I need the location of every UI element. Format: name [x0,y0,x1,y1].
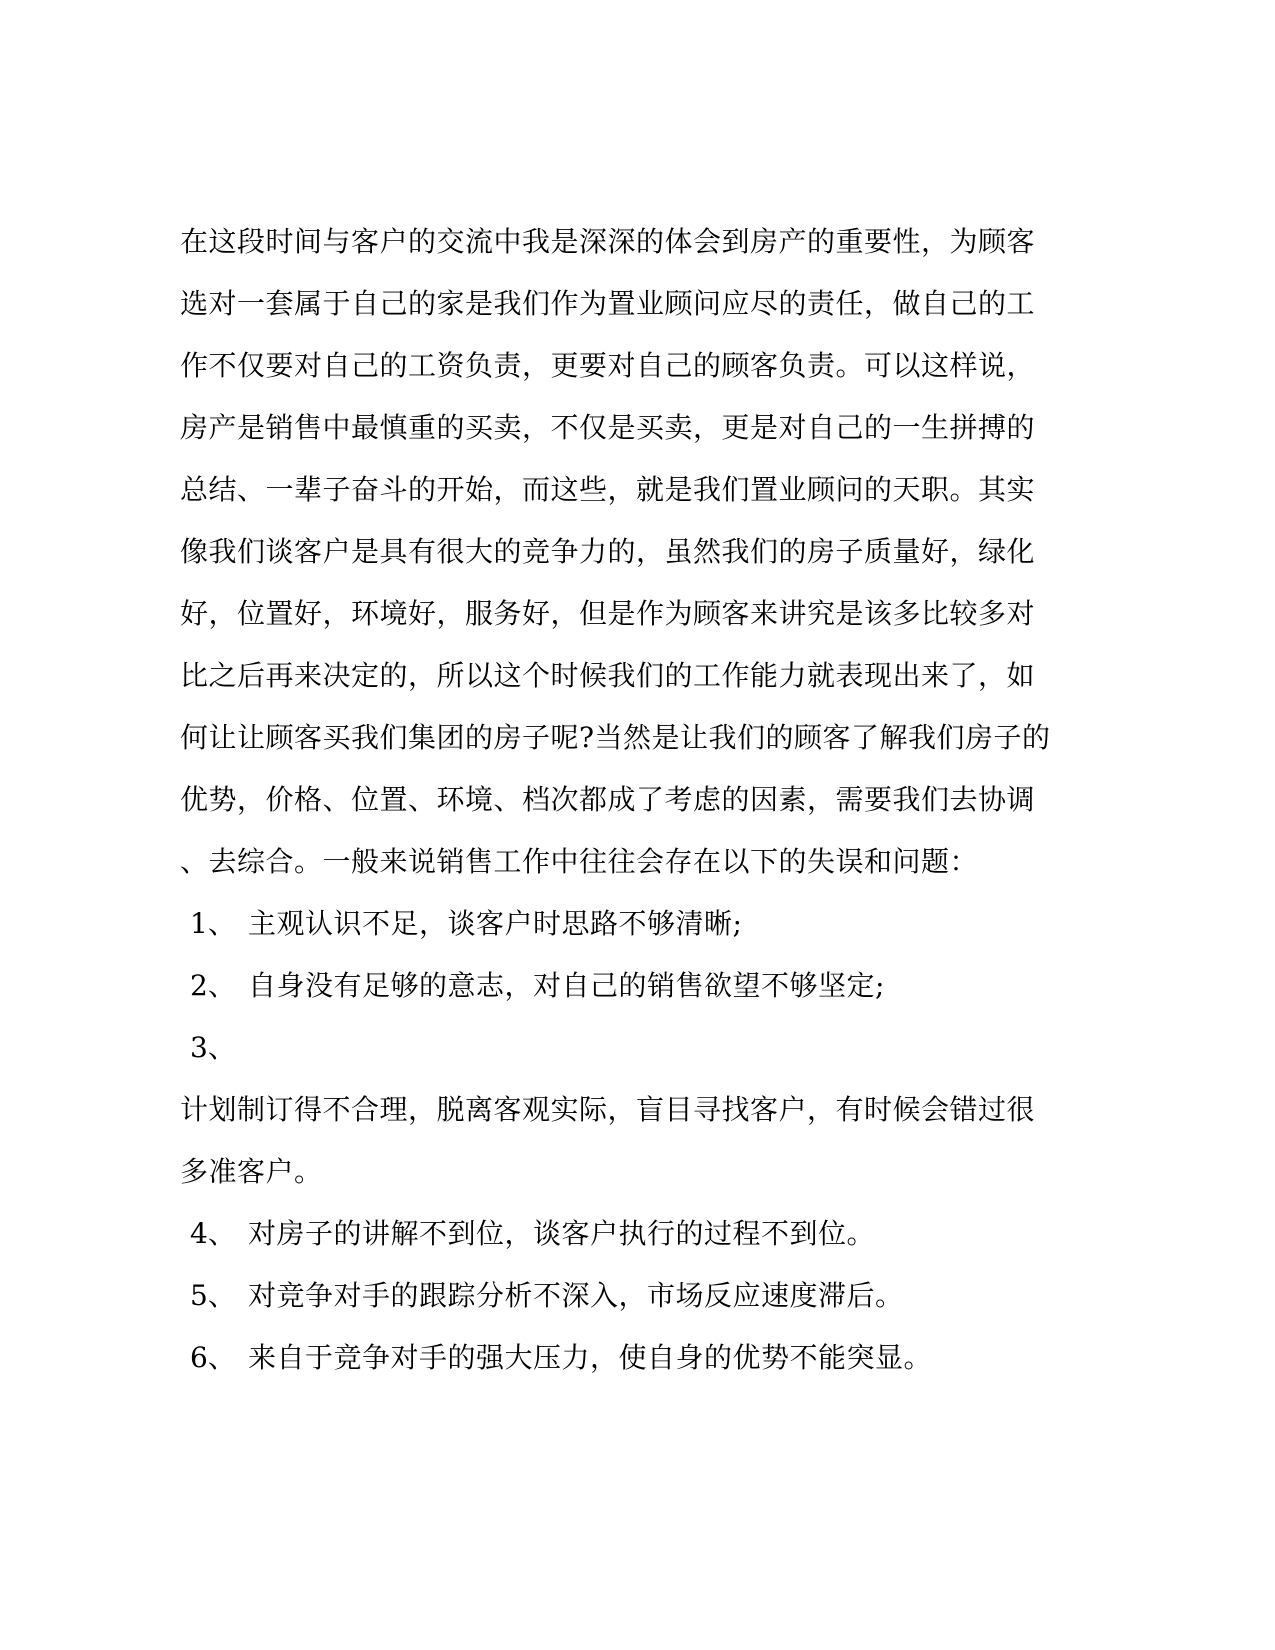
list-item-text: 来自于竞争对手的强大压力，使自身的优势不能突显。 [248,1341,933,1374]
paragraph-line: 总结、一辈子奋斗的开始，而这些，就是我们置业顾问的天职。其实 [180,473,1036,506]
list-item-text: 对房子的讲解不到位，谈客户执行的过程不到位。 [248,1217,876,1250]
paragraph-line: 优势，价格、位置、环境、档次都成了考虑的因素，需要我们去协调 [180,783,1036,816]
list-item-number: 2、 [190,969,236,1002]
list-item-number: 3、 [190,1031,236,1064]
paragraph-line: 作不仅要对自己的工资负责，更要对自己的顾客负责。可以这样说， [180,349,1036,382]
list-item-number: 4、 [190,1217,236,1250]
list-item-number: 1、 [190,907,236,940]
paragraph-line: 在这段时间与客户的交流中我是深深的体会到房产的重要性，为顾客 [180,225,1036,258]
paragraph-line: 好，位置好，环境好，服务好，但是作为顾客来讲究是该多比较多对 [180,597,1036,630]
list-item-text: 对竞争对手的跟踪分析不深入，市场反应速度滞后。 [248,1279,904,1312]
list-item-continuation: 多准客户。 [180,1155,323,1188]
paragraph-line: 像我们谈客户是具有很大的竞争力的，虽然我们的房子质量好，绿化 [180,535,1036,568]
list-item-number: 6、 [190,1341,236,1374]
paragraph-line: 比之后再来决定的，所以这个时候我们的工作能力就表现出来了，如 [180,659,1036,692]
list-item-text: 主观认识不足，谈客户时思路不够清晰; [248,907,743,940]
list-item-text: 自身没有足够的意志，对自己的销售欲望不够坚定; [248,969,885,1002]
list-item-number: 5、 [190,1279,236,1312]
paragraph-line: 房产是销售中最慎重的买卖，不仅是买卖，更是对自己的一生拼搏的 [180,411,1036,444]
paragraph-line: 选对一套属于自己的家是我们作为置业顾问应尽的责任，做自己的工 [180,287,1036,320]
paragraph-line: 、去综合。一般来说销售工作中往往会存在以下的失误和问题： [180,845,979,878]
paragraph-line: 何让让顾客买我们集团的房子呢?当然是让我们的顾客了解我们房子的 [180,721,1051,754]
list-item-continuation: 计划制订得不合理，脱离客观实际，盲目寻找客户，有时候会错过很 [180,1093,1036,1126]
